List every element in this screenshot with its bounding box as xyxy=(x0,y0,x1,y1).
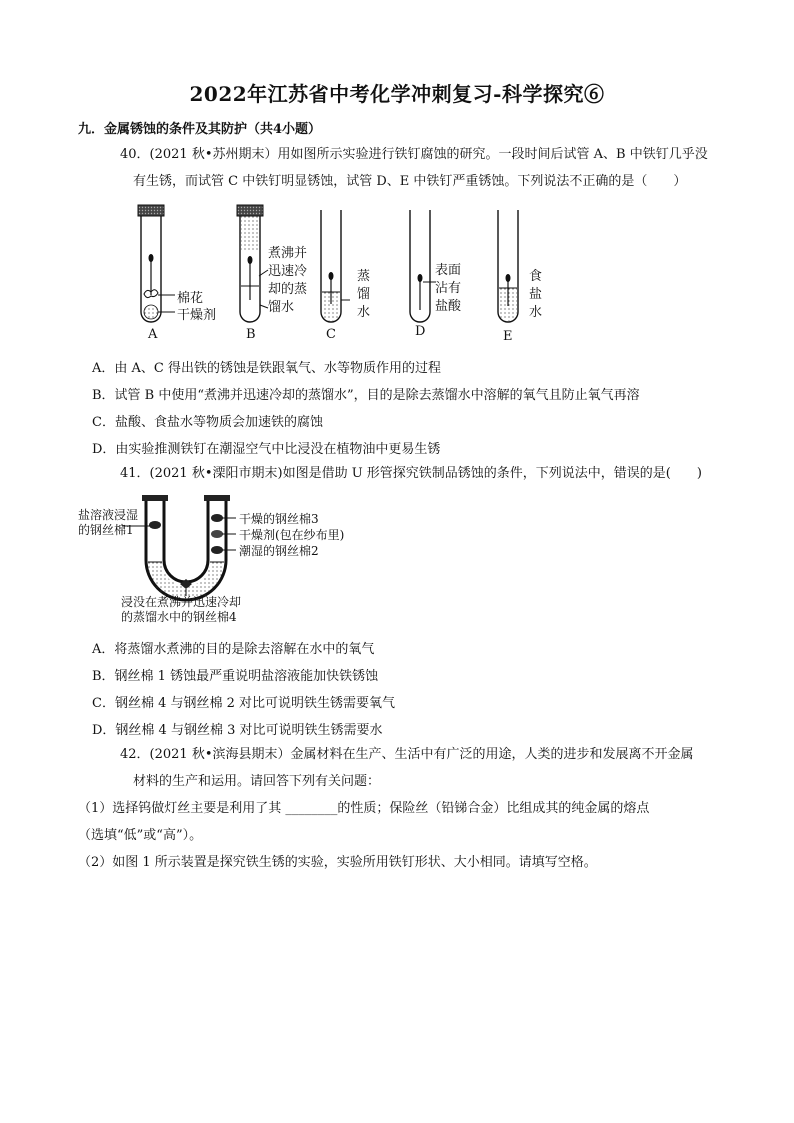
section-heading: 九．金属锈蚀的条件及其防护（共4小题） xyxy=(78,122,322,137)
tube-d xyxy=(410,210,436,322)
q42-part2: （2）如图 1 所示装置是探究铁生锈的实验，实验所用铁钉形状、大小相同。请填写空格。 xyxy=(78,855,597,870)
letter-c: C xyxy=(326,327,336,342)
q40-option-d: D．由实验推测铁钉在潮湿空气中比浸没在植物油中更易生锈 xyxy=(92,442,441,457)
q40-line2: 有生锈，而试管 C 中铁钉明显锈蚀，试管 D、E 中铁钉严重锈蚀。下列说法不正确的是（ ） xyxy=(133,174,687,189)
q41-option-d: D．钢丝棉 4 与钢丝棉 3 对比可说明铁生锈需要水 xyxy=(92,723,383,738)
tube-b xyxy=(237,205,268,322)
label-tube-e: 食 盐 水 xyxy=(529,269,543,320)
tube-c xyxy=(321,210,350,322)
q40-line1: 40．(2021 秋•苏州期末）用如图所示实验进行铁钉腐蚀的研究。一段时间后试管 A、B 中铁钉几乎没 xyxy=(120,147,708,162)
q41-line1: 41．(2021 秋•溧阳市期末)如图是借助 U 形管探究铁制品锈蚀的条件，下列说法中，错误的是( ) xyxy=(120,466,702,481)
q41-option-c: C．钢丝棉 4 与钢丝棉 2 对比可说明铁生锈需要氧气 xyxy=(92,696,396,711)
letter-d: D xyxy=(415,324,426,339)
q41-option-a: A．将蒸馏水煮沸的目的是除去溶解在水中的氧气 xyxy=(92,642,375,657)
letter-a: A xyxy=(148,327,158,342)
label-mianhua: 棉花 xyxy=(177,291,204,306)
q40-option-c: C．盐酸、食盐水等物质会加速铁的腐蚀 xyxy=(92,415,323,430)
label-steel-wool-1: 盐溶液浸湿 的钢丝棉1 xyxy=(78,508,139,537)
q42-part1-line2: （选填“低”或“高”）。 xyxy=(78,828,203,843)
label-tube-d: 表面 沾有 盐酸 xyxy=(435,263,462,314)
q42-line2: 材料的生产和运用。请回答下列有关问题： xyxy=(133,774,381,789)
page-title: 2022年江苏省中考化学冲刺复习-科学探究⑥ xyxy=(189,82,605,106)
tube-e xyxy=(498,210,518,322)
q40-option-a: A．由 A、C 得出铁的锈蚀是铁跟氧气、水等物质作用的过程 xyxy=(92,361,441,376)
tube-a xyxy=(138,205,175,322)
label-steel-wool-4: 浸没在煮沸并迅速冷却 的蒸馏水中的钢丝棉4 xyxy=(121,595,242,624)
q40-option-b: B．试管 B 中使用“煮沸并迅速冷却的蒸馏水”，目的是除去蒸馏水中溶解的氧气且防止氧气再溶 xyxy=(92,388,640,403)
letter-b: B xyxy=(246,327,256,342)
label-steel-wool-2: 潮湿的钢丝棉2 xyxy=(239,544,319,558)
label-ganzaoji: 干燥剂 xyxy=(177,308,217,323)
q42-line1: 42．(2021 秋•滨海县期末）金属材料在生产、生活中有广泛的用途，人类的进步和发展离不开金属 xyxy=(120,747,694,762)
q42-part1-line1: （1）选择钨做灯丝主要是利用了其 ________的性质；保险丝（铅锑合金）比组成其的纯金属的熔点 xyxy=(78,801,650,816)
q40-figure xyxy=(120,200,560,346)
q41-figure xyxy=(76,490,366,630)
test-tubes-diagram xyxy=(120,200,560,346)
label-steel-wool-3: 干燥的钢丝棉3 xyxy=(239,512,319,526)
label-tube-c: 蒸 馏 水 xyxy=(357,269,371,320)
q41-option-b: B．钢丝棉 1 锈蚀最严重说明盐溶液能加快铁锈蚀 xyxy=(92,669,379,684)
label-desiccant: 干燥剂(包在纱布里) xyxy=(239,528,345,542)
label-tube-b: 煮沸并 迅速冷 却的蒸 馏水 xyxy=(268,246,308,315)
letter-e: E xyxy=(503,329,513,344)
